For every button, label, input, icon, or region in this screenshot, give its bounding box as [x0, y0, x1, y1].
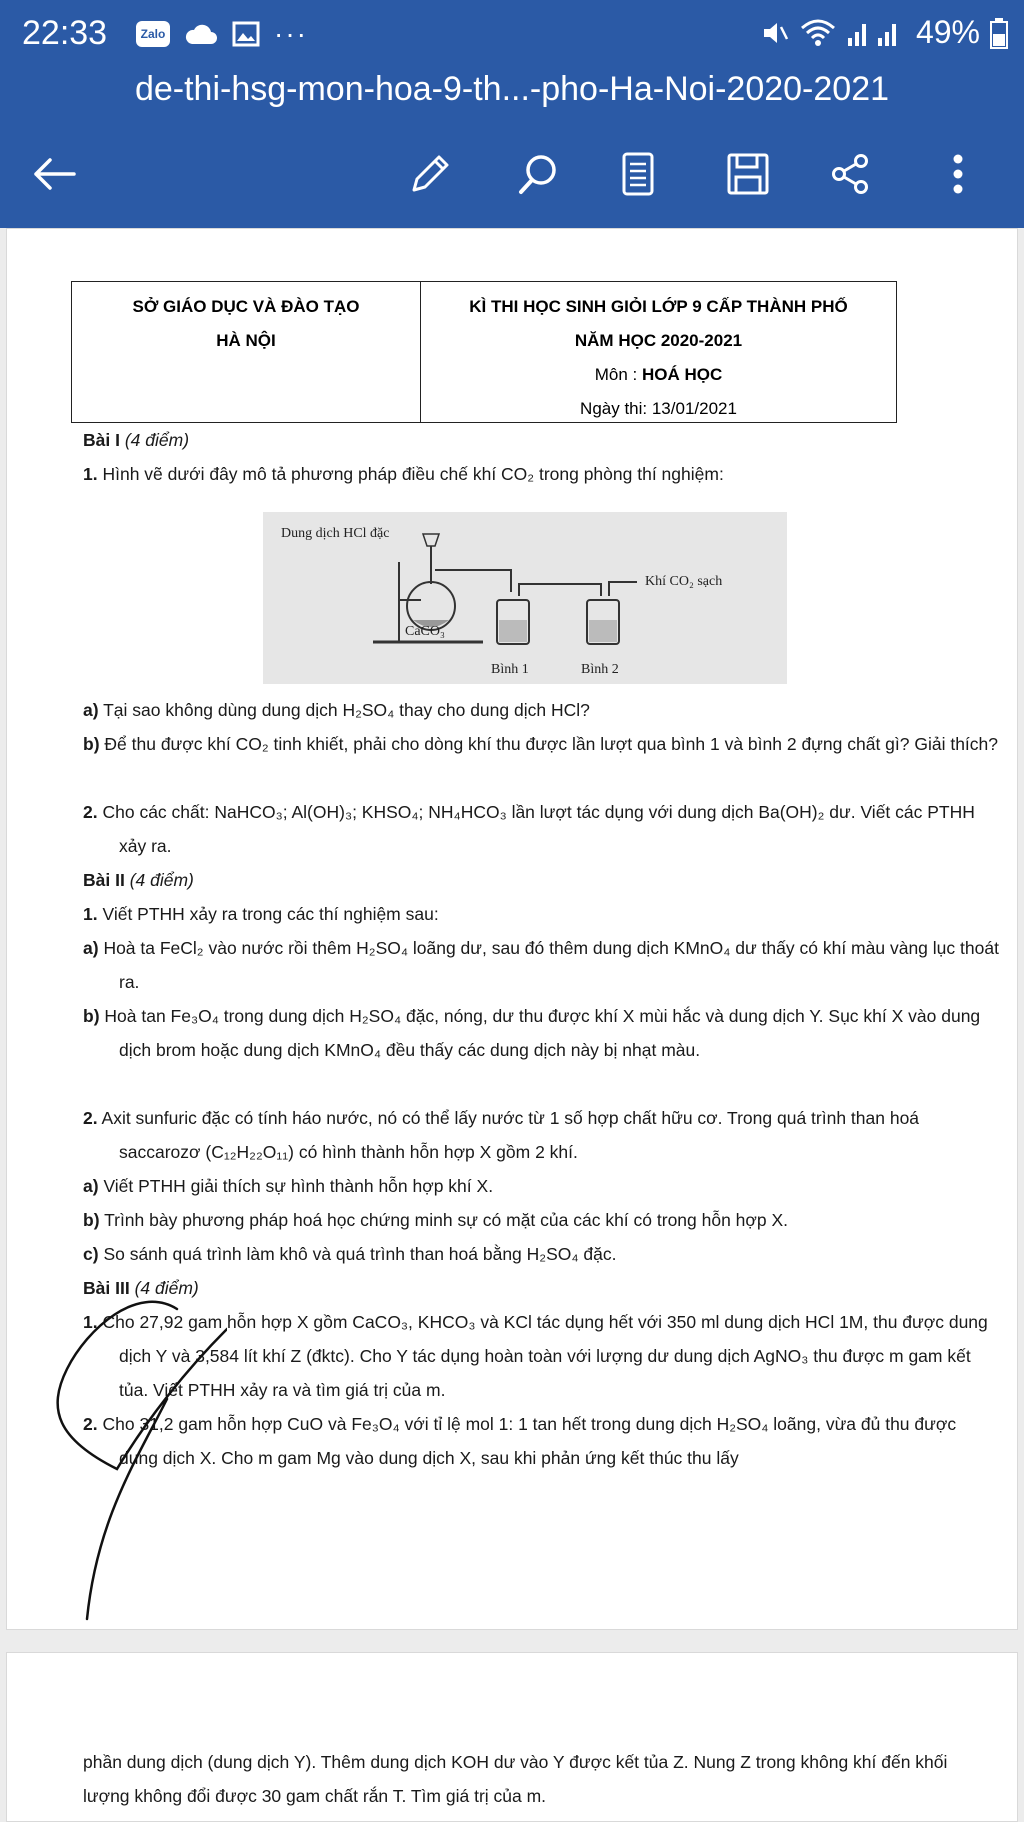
app-bar — [0, 0, 1024, 228]
subject-name: HOÁ HỌC — [641, 365, 723, 384]
document-title: de-thi-hsg-mon-hoa-9-th...-pho-Ha-Noi-2020-2021 — [134, 70, 890, 108]
section-1-question-1: 1. Hình vẽ dưới đây mô tả phương pháp điều chế khí CO₂ trong phòng thí nghiệm: — [83, 464, 724, 484]
signal-icon — [846, 18, 906, 48]
image-icon — [232, 21, 260, 47]
section-1-title: Bài I (4 điểm) — [83, 430, 190, 450]
section-2-2-part-b: b) Trình bày phương pháp hoá học chứng minh sự có mặt của các khí có trong hỗn hợp X. — [83, 1210, 789, 1230]
handwritten-mark — [27, 1289, 227, 1649]
back-button[interactable] — [28, 148, 80, 200]
status-bar — [0, 0, 1024, 66]
document-page-1[interactable] — [6, 228, 1018, 1630]
back-arrow-icon — [30, 154, 78, 194]
subject-line — [421, 358, 896, 392]
label-co2: Khí CO₂ sạch — [645, 574, 723, 589]
reading-view-button[interactable] — [612, 148, 664, 200]
more-vertical-icon — [948, 151, 968, 197]
section-1-part-b: b) Để thu được khí CO₂ tinh khiết, phải cho dòng khí thu được lần lượt qua bình 1 và bình 2 đựng chất gì? Giải thích? — [83, 734, 999, 754]
pencil-icon — [408, 152, 452, 196]
page-2-text: phần dung dịch (dung dịch Y). Thêm dung dịch KOH dư vào Y được kết tủa Z. Nung Z trong không khí đến khối lượng không đổi được 30 gam chất rắn T. Tìm giá trị của m. — [83, 1752, 948, 1806]
section-2-part-b: b) Hoà tan Fe₃O₄ trong dung dịch H₂SO₄ đặc, nóng, dư thu được khí X mùi hắc và dung dịch Y. Sục khí X vào dung dịch brom hoặc dung dịch KMnO₄ đều thấy các dung dịch này bị nhạt màu. — [83, 1006, 981, 1060]
exam-header-table — [71, 281, 897, 423]
battery-percent: 49% — [915, 14, 980, 50]
save-icon — [725, 151, 771, 197]
more-options-button[interactable] — [932, 148, 984, 200]
exam-date: Ngày thi: 13/01/2021 — [580, 399, 737, 418]
section-2-part-a: a) Hoà ta FeCl₂ vào nước rồi thêm H₂SO₄ loãng dư, sau đó thêm dung dịch KMnO₄ dư thấy có khí màu vàng lục thoát ra. — [83, 938, 999, 992]
wifi-icon — [800, 18, 836, 48]
search-button[interactable] — [512, 148, 564, 200]
section-1-question-2: 2. Cho các chất: NaHCO₃; Al(OH)₃; KHSO₄; NH₄HCO₃ lần lượt tác dụng với dung dịch Ba(OH)₂ dư. Viết các PTHH xảy ra. — [83, 802, 975, 856]
department-name: SỞ GIÁO DỤC VÀ ĐÀO TẠO — [132, 297, 360, 316]
exam-name: KÌ THI HỌC SINH GIỎI LỚP 9 CẤP THÀNH PHỐ — [469, 297, 848, 316]
section-3-question-1: 1. Cho 27,92 gam hỗn hợp X gồm CaCO₃, KHCO₃ và KCl tác dụng hết với 350 ml dung dịch HCl 1M, thu được dung dịch Y và 3,584 lít khí Z (đktc). Cho Y tác dụng hoàn toàn với lượng dư dung dịch AgNO₃ thu được m gam kết tủa. Viết PTHH xảy ra và tìm giá trị của m. — [83, 1312, 988, 1400]
school-year: NĂM HỌC 2020-2021 — [574, 331, 743, 350]
section-2-question-1: 1. Viết PTHH xảy ra trong các thí nghiệm sau: — [83, 904, 439, 924]
edit-button[interactable] — [404, 148, 456, 200]
label-flask-2: Bình 2 — [581, 662, 619, 677]
label-flask-1: Bình 1 — [491, 662, 529, 677]
toolbar — [0, 140, 1024, 210]
subject-prefix: Môn : — [594, 365, 642, 384]
lab-apparatus-figure — [263, 512, 787, 684]
section-2-title: Bài II (4 điểm) — [83, 870, 194, 890]
label-caco3: CaCO₃ — [405, 624, 445, 639]
zalo-icon: Zalo — [136, 21, 170, 47]
battery-icon — [990, 17, 1008, 49]
cloud-icon — [184, 22, 218, 46]
mute-icon — [760, 18, 790, 48]
section-3-question-2: 2. Cho 31,2 gam hỗn hợp CuO và Fe₃O₄ với tỉ lệ mol 1: 1 tan hết trong dung dịch H₂SO₄ loãng, vừa đủ thu được dung dịch X. Cho m gam Mg vào dung dịch X, sau khi phản ứng kết thúc thu lấy — [83, 1414, 957, 1468]
document-icon — [618, 151, 658, 197]
share-button[interactable] — [824, 148, 876, 200]
section-2-2-part-c: c) So sánh quá trình làm khô và quá trình than hoá bằng H₂SO₄ đặc. — [83, 1244, 617, 1264]
section-2-question-2: 2. Axit sunfuric đặc có tính háo nước, nó có thể lấy nước từ 1 số hợp chất hữu cơ. Trong quá trình than hoá saccarozơ (C₁₂H₂₂O₁₁) có hình thành hỗn hợp X gồm 2 khí. — [83, 1108, 920, 1162]
document-page-2[interactable] — [6, 1652, 1018, 1822]
section-1-part-a: a) Tại sao không dùng dung dịch H₂SO₄ thay cho dung dịch HCl? — [83, 700, 590, 720]
status-time: 22:33 — [22, 14, 108, 52]
section-2-2-part-a: a) Viết PTHH giải thích sự hình thành hỗn hợp khí X. — [83, 1176, 494, 1196]
save-button[interactable] — [722, 148, 774, 200]
label-hcl: Dung dịch HCl đặc — [281, 526, 390, 541]
search-icon — [516, 152, 560, 196]
share-icon — [828, 152, 872, 196]
city-name: HÀ NỘI — [216, 331, 276, 350]
more-notifications-icon: ··· — [274, 18, 308, 49]
section-3-title: Bài III (4 điểm) — [83, 1278, 199, 1298]
